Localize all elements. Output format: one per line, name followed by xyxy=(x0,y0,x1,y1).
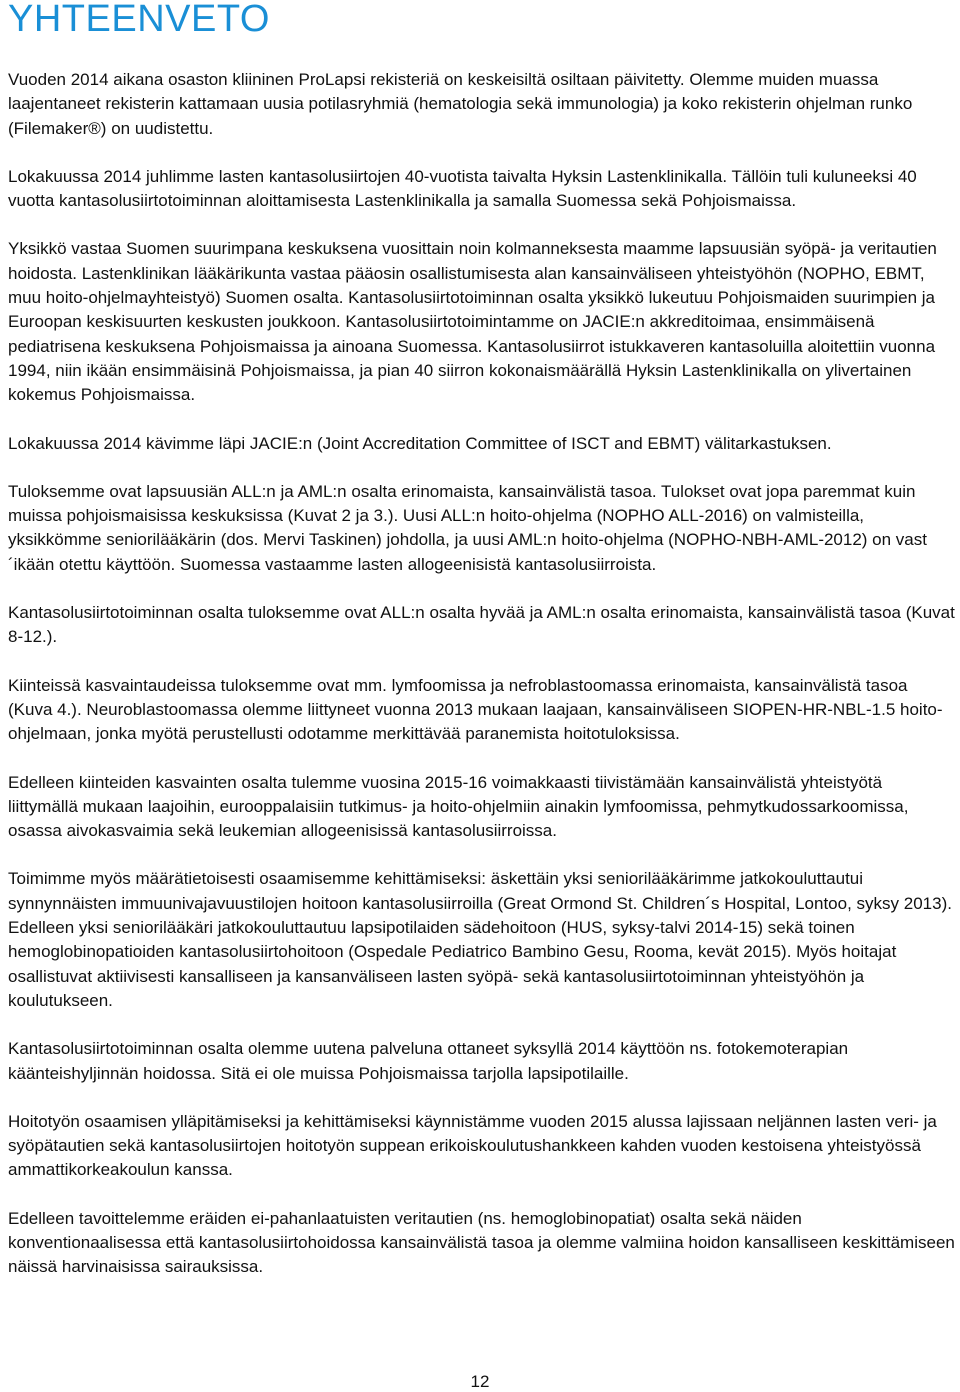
paragraph-unit-role: Yksikkö vastaa Suomen suurimpana keskuksena vuosittain noin kolmanneksesta maamme lapsuusiän syöpä- ja veritautien hoidosta. Lastenklinikan lääkärikunta vastaa pääosin osallistumisesta alan kansainväliseen yhteistyöhön (NOPHO, EBMT, muu hoito-ohjelmayhteistyö) Suomen osalta. Kantasolusiirtotoiminnan osalta yksikkö lukeutuu Pohjoismaiden suurimpien ja Euroopan keskisuurten keskusten joukkoon. Kantasolusiirtotoimintamme on JACIE:n akkreditoimaa, ensimmäisenä pediatrisena keskuksena Pohjoismaissa ja ainoana Suomessa. Kantasolusiirrot istukkaveren kantasoluilla aloitettiin vuonna 1994, niin ikään ensimmäisinä Pohjoismaissa, ja pian 40 siirron kokonaismäärällä Hyksin Lastenklinikalla on ylivertainen kokemus Pohjoismaissa. xyxy=(8,239,937,405)
paragraph-nursing-education: Hoitotyön osaamisen ylläpitämiseksi ja kehittämiseksi käynnistämme vuoden 2015 alussa lajissaan neljännen lasten veri- ja syöpätautien sekä kantasolusiirtojen hoitotyön suppean erikoiskoulutushankkeen kahden vuoden kestoisena yhteistyössä ammattikorkeakoulun kanssa. xyxy=(8,1111,937,1180)
page-heading: YHTEENVETO xyxy=(8,0,270,40)
page-number: 12 xyxy=(470,1372,490,1391)
paragraph-anniversary: Lokakuussa 2014 juhlimme lasten kantasolusiirtojen 40-vuotista taivalta Hyksin Lastenklinikalla. Tällöin tuli kuluneeksi 40 vuotta kantasolusiirtotoiminnan aloittamisesta Lastenklinikalla ja samalla Suomessa sekä Pohjoismaissa. xyxy=(8,166,917,211)
paragraph-transplant-results: Kantasolusiirtotoiminnan osalta tuloksemme ovat ALL:n osalta hyvää ja AML:n osalta erinomaista, kansainvälistä tasoa (Kuvat 8-12.). xyxy=(8,603,955,647)
paragraph-registry: Vuoden 2014 aikana osaston kliininen ProLapsi rekisteriä on keskeisiltä osiltaan päivitetty. Olemme muiden muassa laajentaneet rekisterin kattamaan uusia potilasryhmiä (hematologia sekä immunologia) ja koko rekisterin ohjelman runko (Filemaker®) on uudistettu. xyxy=(8,70,913,138)
paragraph-results-all-aml: Tuloksemme ovat lapsuusiän ALL:n ja AML:n osalta erinomaista, kansainvälistä tasoa. Tulokset ovat jopa paremmat kuin muissa pohjoismaisissa keskuksissa (Kuvat 2 ja 3.). Uusi ALL:n hoito-ohjelma (NOPHO ALL-2016) on valmisteilla, yksikkömme seniorilääkärin (dos. Mervi Taskinen) johdolla, ja uusi AML:n hoito-ohjelma (NOPHO-NBH-AML-2012) on vast´ikään otettu käyttöön. Suomessa vastaamme lasten allogeenisistä kantasolusiirroista. xyxy=(8,481,927,574)
paragraph-international-cooperation: Edelleen kiinteiden kasvainten osalta tulemme vuosina 2015-16 voimakkaasti tiivistämään kansainvälistä yhteistyötä liittymällä mukaan laajoihin, eurooppalaisiin tutkimus- ja hoito-ohjelmiin ainakin lymfoomissa, pehmytkudossarkoomissa, osassa aivokasvaimia sekä leukemian allogeenisissä kantasolusiirroissa. xyxy=(8,772,909,841)
paragraph-jacie: Lokakuussa 2014 kävimme läpi JACIE:n (Joint Accreditation Committee of ISCT and EBMT) välitarkastuksen. xyxy=(8,433,832,453)
paragraph-solid-tumors: Kiinteissä kasvaintaudeissa tuloksemme ovat mm. lymfoomissa ja nefroblastoomassa erinomaista, kansainvälistä tasoa (Kuva 4.). Neuroblastoomassa olemme liittyneet vuonna 2013 mukaan laajaan, kansainväliseen SIOPEN-HR-NBL-1.5 hoito-ohjelmaan, jonka myötä perustellusti odotamme merkittävää paranemista hoitotuloksissa. xyxy=(8,675,943,744)
paragraph-training: Toimimme myös määrätietoisesti osaamisemme kehittämiseksi: äskettäin yksi seniorilääkärimme jatkokouluttautui synnynnäisten immuunivajavuustilojen hoitoon kantasolusiirroilla (Great Ormond St. Children´s Hospital, Lontoo, syksy 2013). Edelleen yksi seniorilääkäri jatkokouluttautuu lapsipotilaiden sädehoitoon (HUS, syksy-talvi 2014-15) sekä toinen hemoglobinopatioiden kantasolusiirtohoitoon (Ospedale Pediatrico Bambino Gesu, Rooma, kevät 2015). Myös hoitajat osallistuvat aktiivisesti kansalliseen ja kansanväliseen lasten syöpä- sekä kantasolusiirtotoiminnan yhteistyöhön ja koulutukseen. xyxy=(8,869,952,1010)
body-text xyxy=(8,68,956,1280)
paragraph-hemoglobinopathies: Edelleen tavoittelemme eräiden ei-pahanlaatuisten veritautien (ns. hemoglobinopatiat) osalta sekä näiden konventionaalisessa että kantasolusiirtohoidossa kansainvälistä tasoa ja olemme valmiina hoidon kansalliseen keskittämiseen näissä harvinaisissa sairauksissa. xyxy=(8,1208,955,1277)
paragraph-photochemotherapy: Kantasolusiirtotoiminnan osalta olemme uutena palveluna ottaneet syksyllä 2014 käyttöön ns. fotokemoterapian käänteishyljinnän hoidossa. Sitä ei ole muissa Pohjoismaissa tarjolla lapsipotilaille. xyxy=(8,1039,849,1083)
